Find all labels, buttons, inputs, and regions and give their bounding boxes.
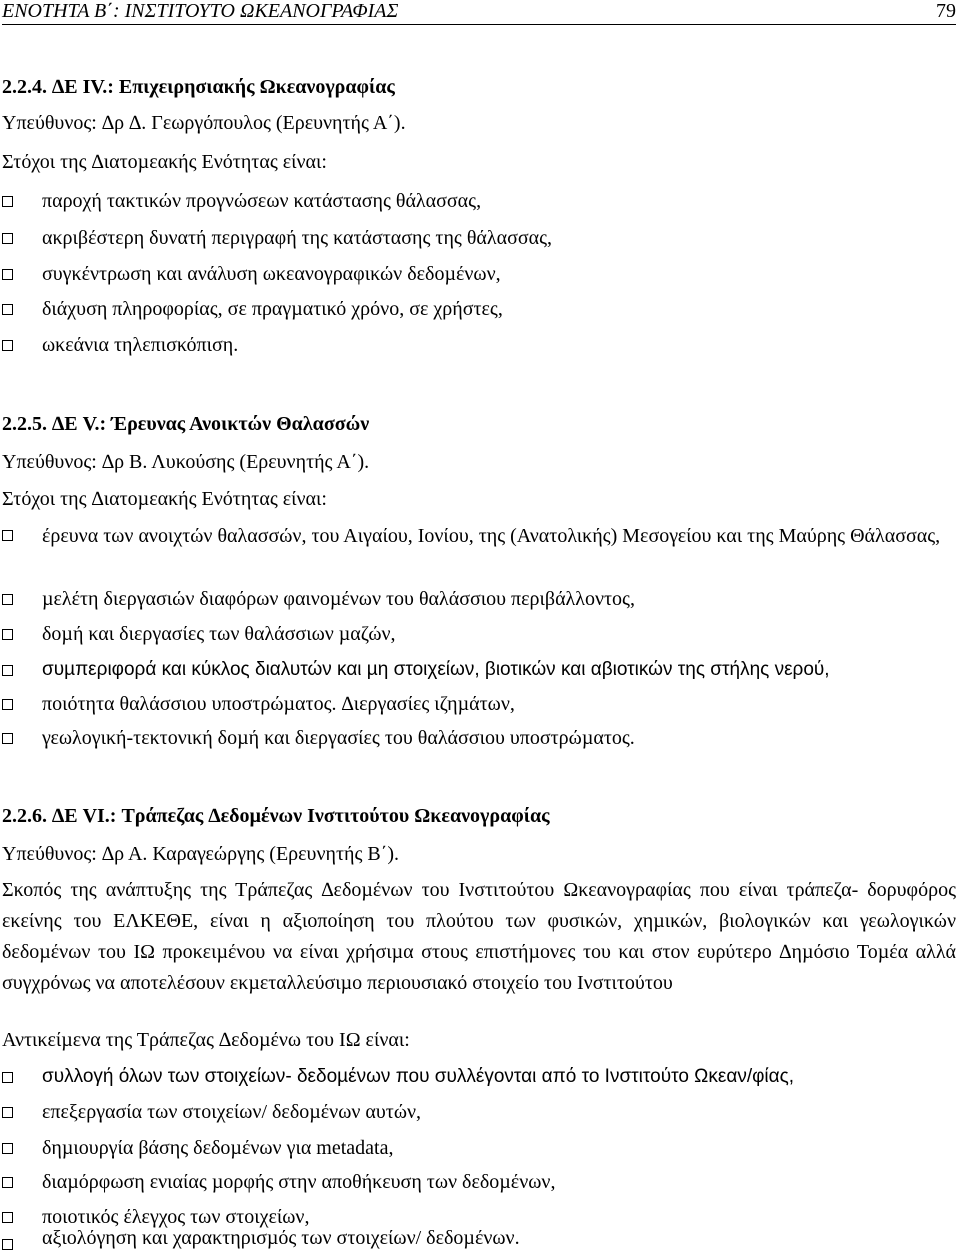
section-intro: Στόχοι της ∆ιατοµεακής Ενότητας είναι: [2, 151, 327, 173]
section-responsible: Υπεύθυνος: ∆ρ ∆. Γεωργόπουλος (Ερευνητής Α΄). [2, 112, 406, 134]
checkbox-bullet-icon [2, 1239, 13, 1250]
list-item: αξιολόγηση και χαρακτηρισµός των στοιχείων/ δεδοµένων. [42, 1227, 520, 1249]
list-item: παροχή τακτικών προγνώσεων κατάστασης θάλασσας, [42, 190, 482, 212]
list-item: ωκεάνια τηλεπισκόπιση. [42, 334, 239, 356]
list-item: διαµόρφωση ενιαίας µορφής στην αποθήκευση των δεδοµένων, [42, 1171, 556, 1193]
checkbox-bullet-icon [2, 304, 13, 315]
checkbox-bullet-icon [2, 530, 13, 541]
checkbox-bullet-icon [2, 1143, 13, 1154]
section-heading-2-2-4: 2.2.4. ∆Ε IV.: Επιχειρησιακής Ωκεανογραφίας [2, 76, 395, 98]
checkbox-bullet-icon [2, 665, 13, 676]
header-title: ΕΝΟΤΗΤΑ Β΄: ΙΝΣΤΙΤΟΥΤΟ ΩΚΕΑΝΟΓΡΑΦΙΑΣ [2, 0, 399, 22]
list-item: επεξεργασία των στοιχείων/ δεδοµένων αυτών, [42, 1101, 422, 1123]
checkbox-bullet-icon [2, 233, 13, 244]
list-item: µελέτη διεργασιών διαφόρων φαινοµένων του θαλάσσιου περιβάλλοντος, [42, 588, 635, 610]
checkbox-bullet-icon [2, 594, 13, 605]
page-header [2, 0, 956, 25]
section-paragraph: Σκοπός της ανάπτυξης της Τράπεζας ∆εδοµένων του Ινστιτούτου Ωκεανογραφίας που είναι τράπεζα- δορυφόρος εκείνης του ΕΛΚΕΘΕ, είναι η αξιοποίηση του πλούτου των φυσικών, χηµικών, βιολογικών και γεωλογικών δεδοµένων του ΙΩ προκειµένου να είναι χρήσιµα στους επιστήµονες του και στον ευρύτερο ∆ηµόσιο Τοµέα αλλά συγχρόνως να αποτελέσουν εκµεταλλεύσιµο περιουσιακό στοιχείο του Ινστιτούτου [2, 879, 956, 994]
checkbox-bullet-icon [2, 1177, 13, 1188]
checkbox-bullet-icon [2, 269, 13, 280]
section-intro: Αντικείµενα της Τράπεζας ∆εδοµένω του ΙΩ είναι: [2, 1029, 410, 1051]
section-heading-2-2-6: 2.2.6. ∆Ε VI.: Τράπεζας ∆εδοµένων Ινστιτούτου Ωκεανογραφίας [2, 805, 550, 827]
section-responsible: Υπεύθυνος: ∆ρ Β. Λυκούσης (Ερευνητής Α΄). [2, 451, 370, 473]
section-heading-2-2-5: 2.2.5. ∆Ε V.: Έρευνας Ανοικτών Θαλασσών [2, 413, 370, 435]
checkbox-bullet-icon [2, 1072, 13, 1083]
checkbox-bullet-icon [2, 1107, 13, 1118]
page-number: 79 [936, 0, 956, 22]
checkbox-bullet-icon [2, 733, 13, 744]
list-item: συµπεριφορά και κύκλος διαλυτών και µη στοιχείων, βιοτικών και αβιοτικών της στήλης νερού, [42, 659, 830, 680]
checkbox-bullet-icon [2, 196, 13, 207]
list-item: συγκέντρωση και ανάλυση ωκεανογραφικών δεδοµένων, [42, 263, 501, 285]
list-item: έρευνα των ανοιχτών θαλασσών, του Αιγαίου, Ιονίου, της (Ανατολικής) Μεσογείου και της Μαύρης Θάλασσας, [42, 525, 941, 547]
checkbox-bullet-icon [2, 629, 13, 640]
section-intro: Στόχοι της ∆ιατοµεακής Ενότητας είναι: [2, 488, 327, 510]
checkbox-bullet-icon [2, 340, 13, 351]
list-item: δοµή και διεργασίες των θαλάσσιων µαζών, [42, 623, 396, 645]
section-responsible: Υπεύθυνος: ∆ρ Α. Καραγεώργης (Ερευνητής Β΄). [2, 843, 400, 865]
list-item: διάχυση πληροφορίας, σε πραγµατικό χρόνο, σε χρήστες, [42, 298, 503, 320]
checkbox-bullet-icon [2, 699, 13, 710]
list-item: ποιότητα θαλάσσιου υποστρώµατος. ∆ιεργασίες ιζηµάτων, [42, 693, 515, 715]
list-item: δηµιουργία βάσης δεδοµένων για metadata, [42, 1137, 394, 1159]
checkbox-bullet-icon [2, 1212, 13, 1223]
list-item: ακριβέστερη δυνατή περιγραφή της κατάστασης της θάλασσας, [42, 227, 553, 249]
list-item: συλλογή όλων των στοιχείων- δεδοµένων που συλλέγονται από το Ινστιτούτο Ωκεαν/φίας, [42, 1066, 795, 1087]
list-item: γεωλογική-τεκτονική δοµή και διεργασίες του θαλάσσιου υποστρώµατος. [42, 727, 635, 749]
list-item: ποιοτικός έλεγχος των στοιχείων, [42, 1206, 310, 1228]
